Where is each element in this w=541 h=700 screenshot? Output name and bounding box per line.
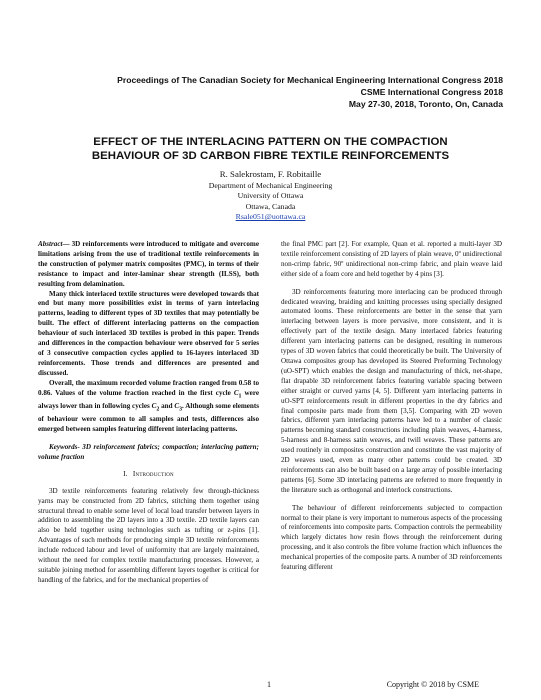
section-heading-introduction: [38, 469, 259, 479]
paper-title-line2: BEHAVIOUR OF 3D CARBON FIBRE TEXTILE REINFORCEMENTS: [91, 150, 450, 162]
cycle-c2: C: [151, 401, 157, 410]
intro-paragraph-1: 3D textile reinforcements featuring relatively few through-thickness yarns may be constructed from 2D fabrics, stitching them together using structural thread to enable some level of local load transfer between layers in addition to assembling the 2D layers into a 3D textile. 2D textile layers can also be held together using technologies such as tufting or z-pins [1]. Advantages of such methods for producing simple 3D textile reinforcements include reduced labour and level of uniformity that are largely maintained, without the need for complex textile manufacturing processes. However, a suitable joining method for assembling different layers together is critical for handling of the fabrics, and for the mechanical properties of: [38, 486, 259, 584]
abstract-text-3d: . Although some elements of behaviour were common to all samples and tests, differences also emerged between samples featuring different interlacing patterns.: [38, 401, 259, 434]
section-title: Introduction: [132, 468, 174, 478]
author-email-link[interactable]: Rsale051@uottawa.ca: [235, 212, 306, 221]
abstract-text-3b: were always lower than in following cycles: [38, 388, 259, 410]
cycle-c1-sub: 1: [238, 393, 242, 399]
copyright: Copyright © 2018 by CSME: [386, 680, 479, 689]
author-department: Department of Mechanical Engineering: [208, 181, 333, 190]
abstract-text-1: — 3D reinforcements were introduced to mitigate and overcome limitations arising from the use of traditional textile reinforcements in the construction of polymer matrix composites (PMC), in terms of their resistance to impact and inter-laminar shear strength (ILSS), both resulting from delamination.: [38, 240, 259, 288]
cycle-c3: C: [174, 401, 180, 410]
abstract-text-2: Many thick interlaced textile structures were developed towards that end but many more possibilities exist in terms of yarn interlacing patterns, leading to different types of 3D textiles that may potentially be built. The effect of different interlacing patterns on the compaction behaviour of such interlaced 3D textiles is probed in this paper. Trends and differences in the compaction behaviour were observed for 5 series of 3 consecutive compaction cycles applied to 16-layers interlaced 3D reinforcements. Those trends and differences are presented and discussed.: [38, 289, 259, 377]
section-number: I.: [123, 468, 128, 478]
congress-date-location: May 27-30, 2018, Toronto, On, Canada: [348, 99, 503, 109]
cycle-c1: C: [233, 388, 239, 397]
author-city: Ottawa, Canada: [245, 202, 296, 211]
cycle-c2-sub: 2: [156, 406, 160, 413]
right-column: [281, 240, 502, 573]
congress-name: CSME International Congress 2018: [360, 87, 503, 97]
cycle-c3-sub: 3: [179, 406, 183, 413]
left-column: [38, 240, 259, 586]
proceedings-title: Proceedings of The Canadian Society for Mechanical Engineering International Congress 2018: [117, 75, 503, 85]
right-paragraph-1: 3D reinforcements featuring more interlacing can be produced through dedicated weaving, braiding and knitting processes using specially designed automated looms. These reinforcements are better in the sense that yarn interlacing between layers is more pervasive, more consistent, and it is effectively part of the textile design. Many interlaced fabrics featuring different yarn interlacing patterns can be designed, resulting in numerous types of 3D woven fabrics that could theoretically be built. The University of Ottawa composites group has developed its Steered Preforming Technology (uO-SPT) which enables the design and manufacturing of thick, net-shape, flat drapable 3D reinforcement fabrics featuring variable spacing between either straight or curved yarns [4, 5]. Different yarn interlacing patterns in uO-SPT reinforcements result in different properties in the dry fabrics and final composite parts made from them [3,5]. Comparing with 2D woven fabrics, different yarn interlacing patterns have led to a number of classic patterns becoming standard constructions including plain weaves, 4-harness, 5-harness and 8-harness satin weaves, and twill weaves. These patterns are used routinely in composites construction and constitute the vast majority of 2D weaves used, even as many other patterns could be created. 3D reinforcements can also be built based on a large array of possible interlacing patterns [6]. Some 3D interlacing patterns are referred to more frequently in the literature such as orthogonal and interlock constructions.: [281, 287, 502, 494]
abstract-label: Abstract: [38, 240, 63, 248]
keywords: [38, 443, 259, 463]
abstract-text-3a: Overall, the maximum recorded volume fraction ranged from 0.58 to 0.86. Values of the volume fraction reached in the first cycle: [38, 378, 259, 397]
keywords-label: Keywords-: [49, 443, 80, 452]
abstract-paragraph-2: [38, 290, 259, 379]
page-number: 1: [267, 680, 271, 689]
author-names: R. Salekrostam, F. Robitaille: [219, 169, 322, 179]
keywords-text: 3D reinforcement fabrics; compaction; interlacing pattern; volume fraction: [38, 443, 259, 461]
abstract-paragraph-3: [38, 379, 259, 435]
right-paragraph-0: the final PMC part [2]. For example, Quan et al. reported a multi-layer 3D textile reinforcement consisting of 2D layers of plain weave, 0º unidirectional non-crimp fabric, 90º unidirectional non-crimp fabric, and plain weave laid either side of a foam core and held together by 4 pins [3].: [281, 240, 502, 278]
abstract-text-3c: and: [159, 401, 175, 410]
abstract-paragraph-1: [38, 240, 259, 290]
right-paragraph-2: The behaviour of different reinforcements subjected to compaction normal to their plane is very important to numerous aspects of the processing of reinforcements into composite parts. Compaction controls the permeability which largely dictates how resin flows through the reinforcement during processing, and it also controls the fibre volume fraction which influences the mechanical properties of the composite parts. A number of 3D reinforcements featuring different: [281, 503, 502, 572]
author-university: University of Ottawa: [237, 191, 304, 200]
paper-title-line1: EFFECT OF THE INTERLACING PATTERN ON THE COMPACTION: [93, 136, 448, 148]
